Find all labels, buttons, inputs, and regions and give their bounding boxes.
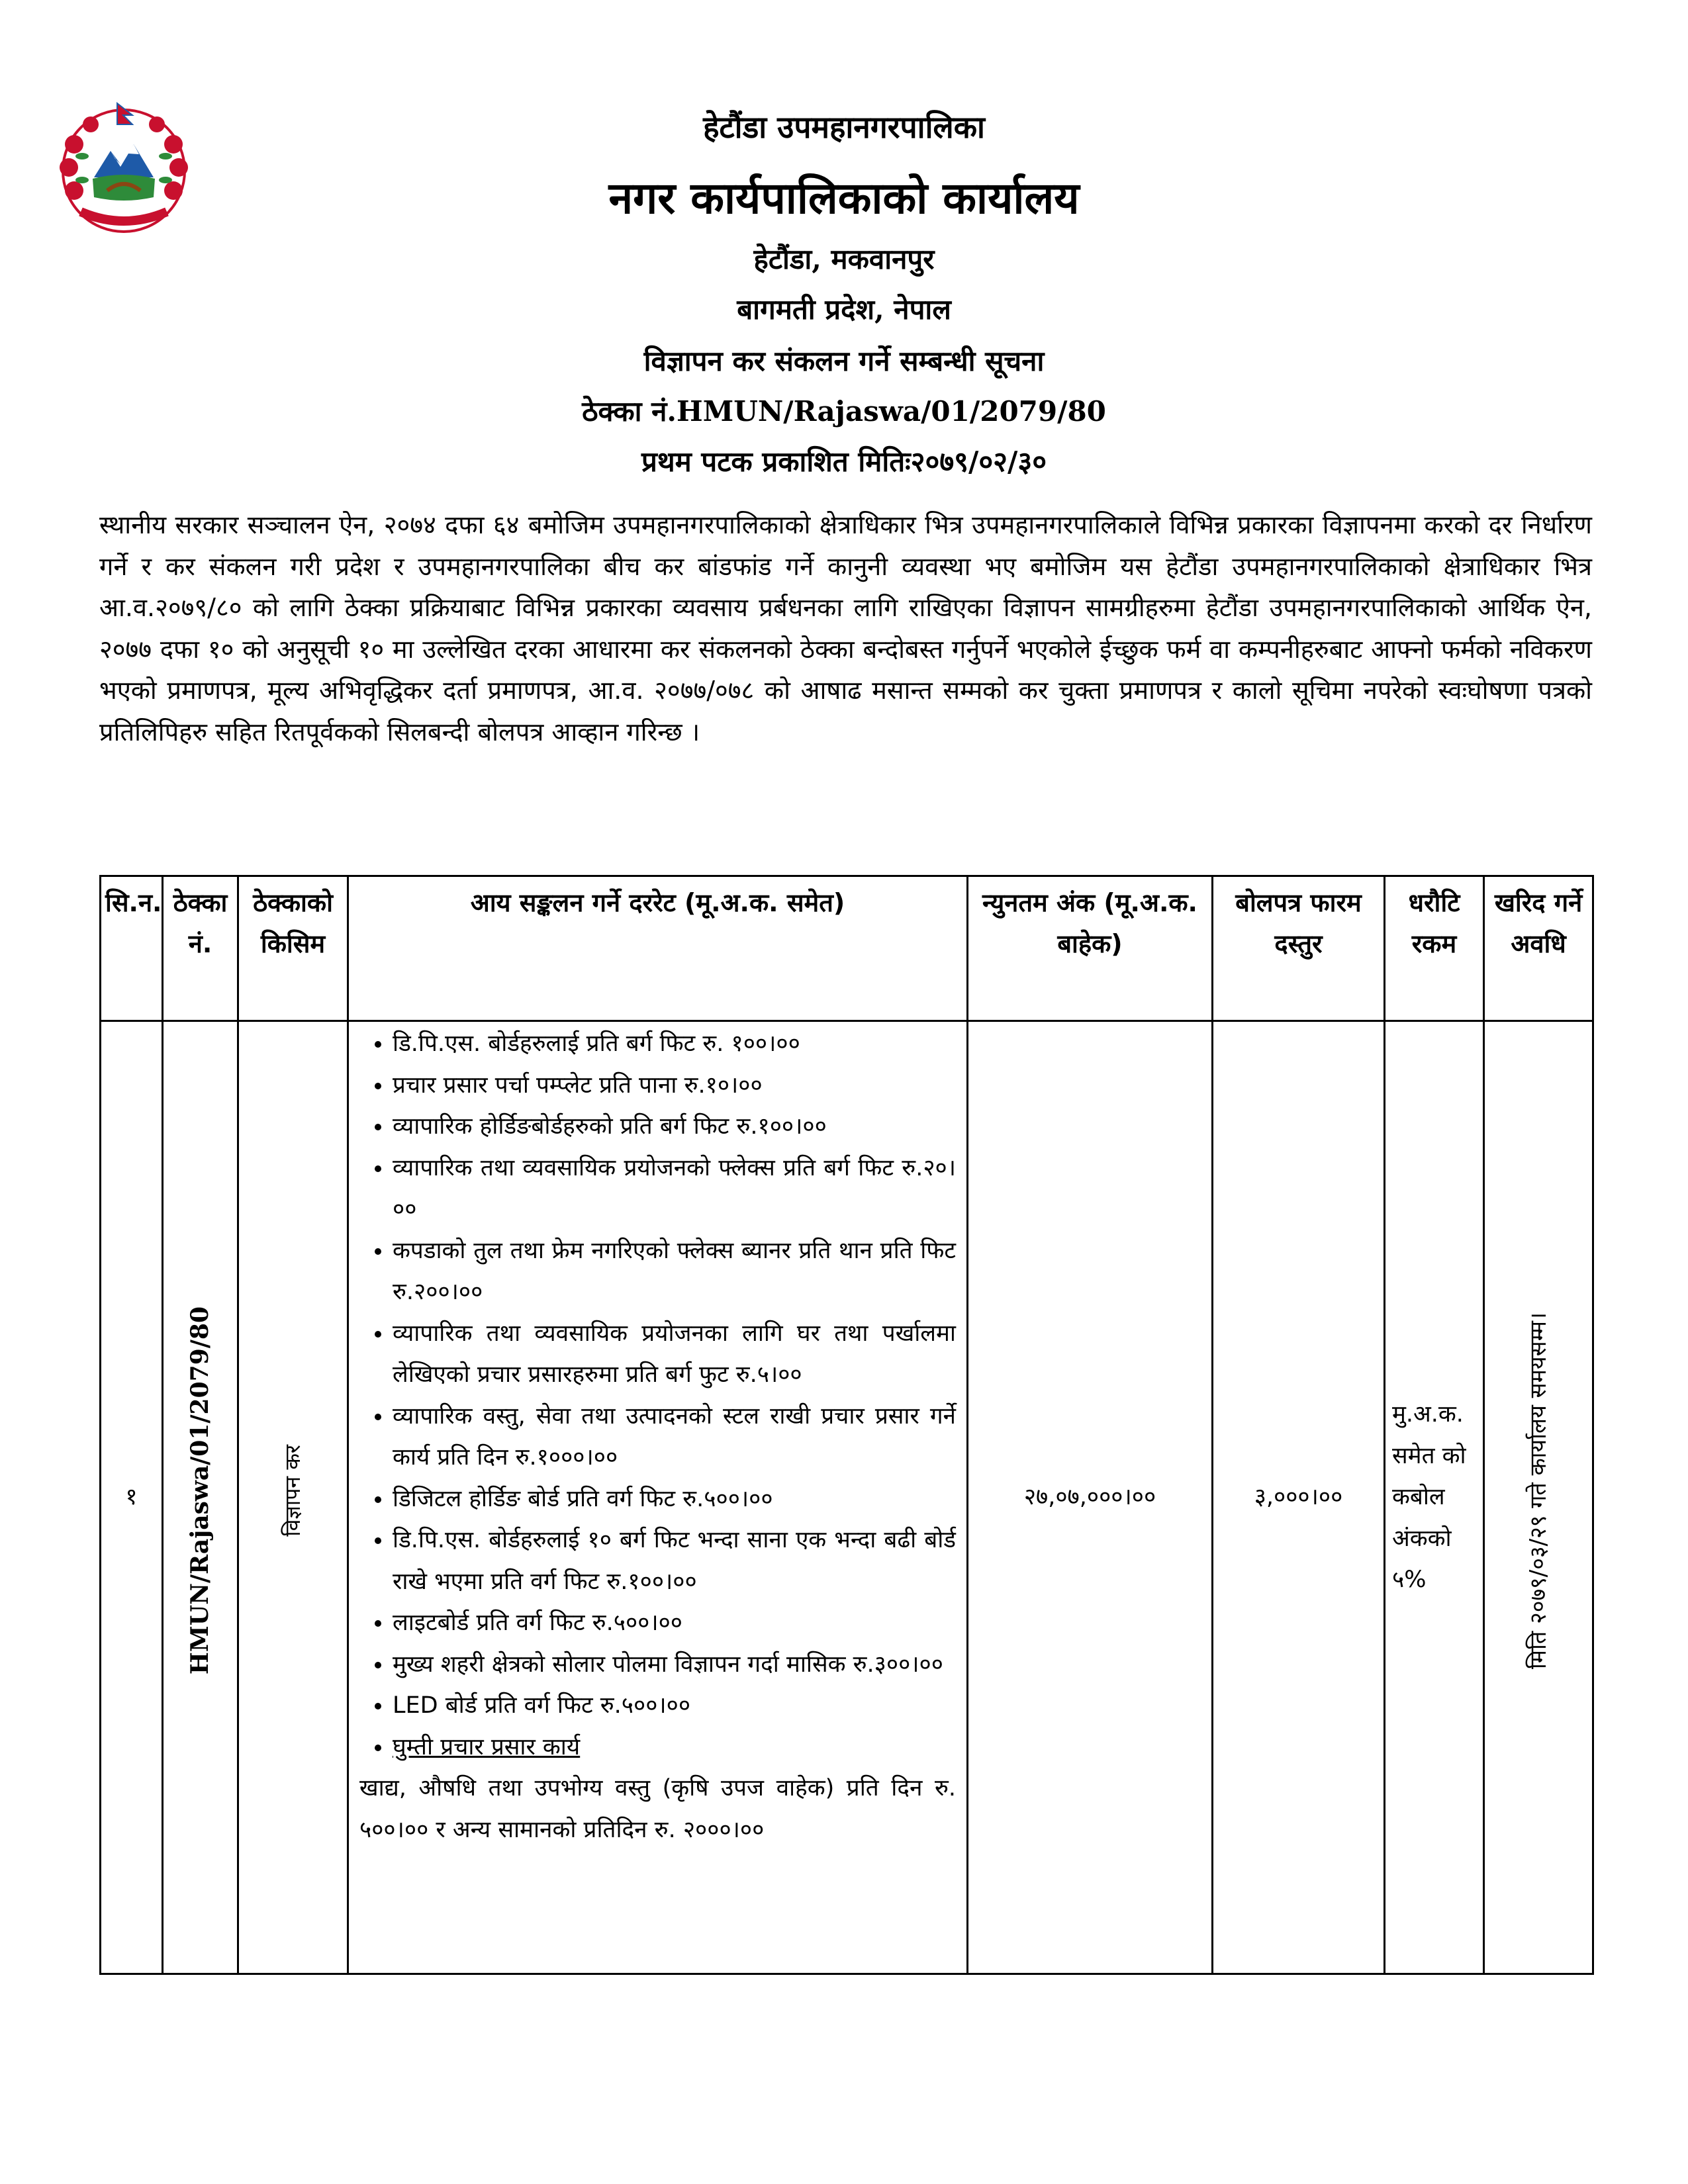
mobile-heading-text: घुम्ती प्रचार प्रसार कार्य	[393, 1733, 581, 1760]
cell-tender-type: विज्ञापन कर	[280, 1444, 306, 1537]
list-item: • डिजिटल होर्डिङ बोर्ड प्रति वर्ग फिट रु.५००।००	[393, 1479, 956, 1520]
header-tender-type: ठेक्काको किसिम	[238, 876, 348, 1021]
list-item: • डि.पि.एस. बोर्डहरुलाई प्रति बर्ग फिट रु. १००।००	[393, 1023, 956, 1065]
rates-list	[359, 1023, 956, 1768]
list-item: • कपडाको तुल तथा फ्रेम नगरिएको फ्लेक्स ब्यानर प्रति थान प्रति फिट रु.२००।००	[393, 1230, 956, 1313]
notice-body-paragraph: स्थानीय सरकार सञ्चालन ऐन, २०७४ दफा ६४ बमोजिम उपमहानगरपालिकाको क्षेत्राधिकार भित्र उपमहानगरपालिकाले विभिन्न प्रकारका विज्ञापनमा करको दर निर्धारण गर्ने र कर संकलन गरी प्रदेश र उपमहानगरपालिका बीच कर बांडफांड गर्ने कानुनी व्यवस्था भए बमोजिम यस हेटौंडा उपमहानगरपालिकाको क्षेत्राधिकार भित्र आ.व.२०७९/८० को लागि ठेक्का प्रक्रियाबाट विभिन्न प्रकारका व्यवसाय प्रर्बधनका लागि राखिएका विज्ञापन सामग्रीहरुमा हेटौंडा उपमहानगरपालिकाको आर्थिक ऐन, २०७७ दफा १० को अनुसूची १० मा उल्लेखित दरका आधारमा कर संकलनको ठेक्का बन्दोबस्त गर्नुपर्ने भएकोले ईच्छुक फर्म वा कम्पनीहरुबाट आफ्नो फर्मको नविकरण भएको प्रमाणपत्र, मूल्य अभिवृद्धिकर दर्ता प्रमाणपत्र, आ.व. २०७७/०७८ को आषाढ मसान्त सम्मको कर चुक्ता प्रमाणपत्र र कालो सूचिमा नपरेको स्वःघोषणा पत्रको प्रतिलिपिहरु सहित रितपूर्वकको सिलबन्दी बोलपत्र आव्हान गरिन्छ ।	[99, 510, 1592, 747]
list-item: • व्यापारिक तथा व्यवसायिक प्रयोजनको फ्लेक्स प्रति बर्ग फिट रु.२०।००	[393, 1148, 956, 1230]
cell-tender-number-cell	[163, 1021, 238, 1974]
header-tender-number: ठेक्का नं.	[163, 876, 238, 1021]
cell-purchase-period: मिति २०७९/०३/२९ गते कार्यालय समयसम्म।	[1524, 1312, 1552, 1669]
cell-form-fee: ३,०००।००	[1213, 1021, 1385, 1974]
list-item: • व्यापारिक होर्डिङबोर्डहरुको प्रति बर्ग फिट रु.१००।००	[393, 1106, 956, 1148]
header-deposit: धरौटि रकम	[1385, 876, 1484, 1021]
mobile-advertising-text: खाद्य, औषधि तथा उपभोग्य वस्तु (कृषि उपज वाहेक) प्रति दिन रु. ५००।०० र अन्य सामानको प्रतिदिन रु. २०००।००	[359, 1775, 956, 1843]
tender-number: ठेक्का नं.HMUN/Rajaswa/01/2079/80	[582, 395, 1106, 428]
cell-purchase-period-cell	[1484, 1021, 1593, 1974]
municipality-name: हेटौंडा उपमहानगरपालिका	[703, 109, 985, 145]
table-header-row	[101, 876, 1593, 1021]
notice-title: विज्ञापन कर संकलन गर्ने सम्बन्धी सूचना	[643, 345, 1045, 377]
office-location: हेटौंडा, मकवानपुर	[753, 243, 935, 275]
cell-deposit: मु.अ.क. समेत को कबोल अंकको ५%	[1385, 1021, 1484, 1974]
cell-tender-number: HMUN/Rajaswa/01/2079/80	[186, 1306, 214, 1675]
header-minimum-amount: न्युनतम अंक (मू.अ.क. बाहेक)	[968, 876, 1213, 1021]
list-item: • लाइटबोर्ड प्रति वर्ग फिट रु.५००।००	[393, 1602, 956, 1644]
tender-table	[99, 875, 1594, 1975]
mobile-advertising-heading	[393, 1727, 956, 1768]
cell-tender-type-cell	[238, 1021, 348, 1974]
header-form-fee: बोलपत्र फारम दस्तुर	[1213, 876, 1385, 1021]
header-purchase-period: खरिद गर्ने अवधि	[1484, 876, 1593, 1021]
province-name: बागमती प्रदेश, नेपाल	[737, 293, 951, 326]
list-item: • मुख्य शहरी क्षेत्रको सोलार पोलमा विज्ञापन गर्दा मासिक रु.३००।००	[393, 1644, 956, 1686]
header-serial-number: सि.न.	[101, 876, 163, 1021]
published-date: प्रथम पटक प्रकाशित मितिः२०७९/०२/३०	[641, 445, 1047, 478]
cell-rates	[348, 1021, 968, 1974]
list-item: • LED बोर्ड प्रति वर्ग फिट रु.५००।००	[393, 1685, 956, 1727]
office-name: नगर कार्यपालिकाको कार्यालय	[608, 172, 1080, 224]
list-item: • प्रचार प्रसार पर्चा पम्प्लेट प्रति पाना रु.१०।००	[393, 1065, 956, 1107]
cell-serial-number: १	[101, 1021, 163, 1974]
list-item: • डि.पि.एस. बोर्डहरुलाई १० बर्ग फिट भन्दा साना एक भन्दा बढी बोर्ड राखे भएमा प्रति वर्ग फिट रु.१००।००	[393, 1520, 956, 1602]
table-row	[101, 1021, 1593, 1974]
header-rates: आय सङ्कलन गर्ने दररेट (मू.अ.क. समेत)	[348, 876, 968, 1021]
list-item: • व्यापारिक तथा व्यवसायिक प्रयोजनका लागि घर तथा पर्खालमा लेखिएको प्रचार प्रसारहरुमा प्रति बर्ग फुट रु.५।००	[393, 1313, 956, 1396]
cell-minimum-amount: २७,०७,०००।००	[968, 1021, 1213, 1974]
list-item: • व्यापारिक वस्तु, सेवा तथा उत्पादनको स्टल राखी प्रचार प्रसार गर्ने कार्य प्रति दिन रु.१०००।००	[393, 1396, 956, 1479]
